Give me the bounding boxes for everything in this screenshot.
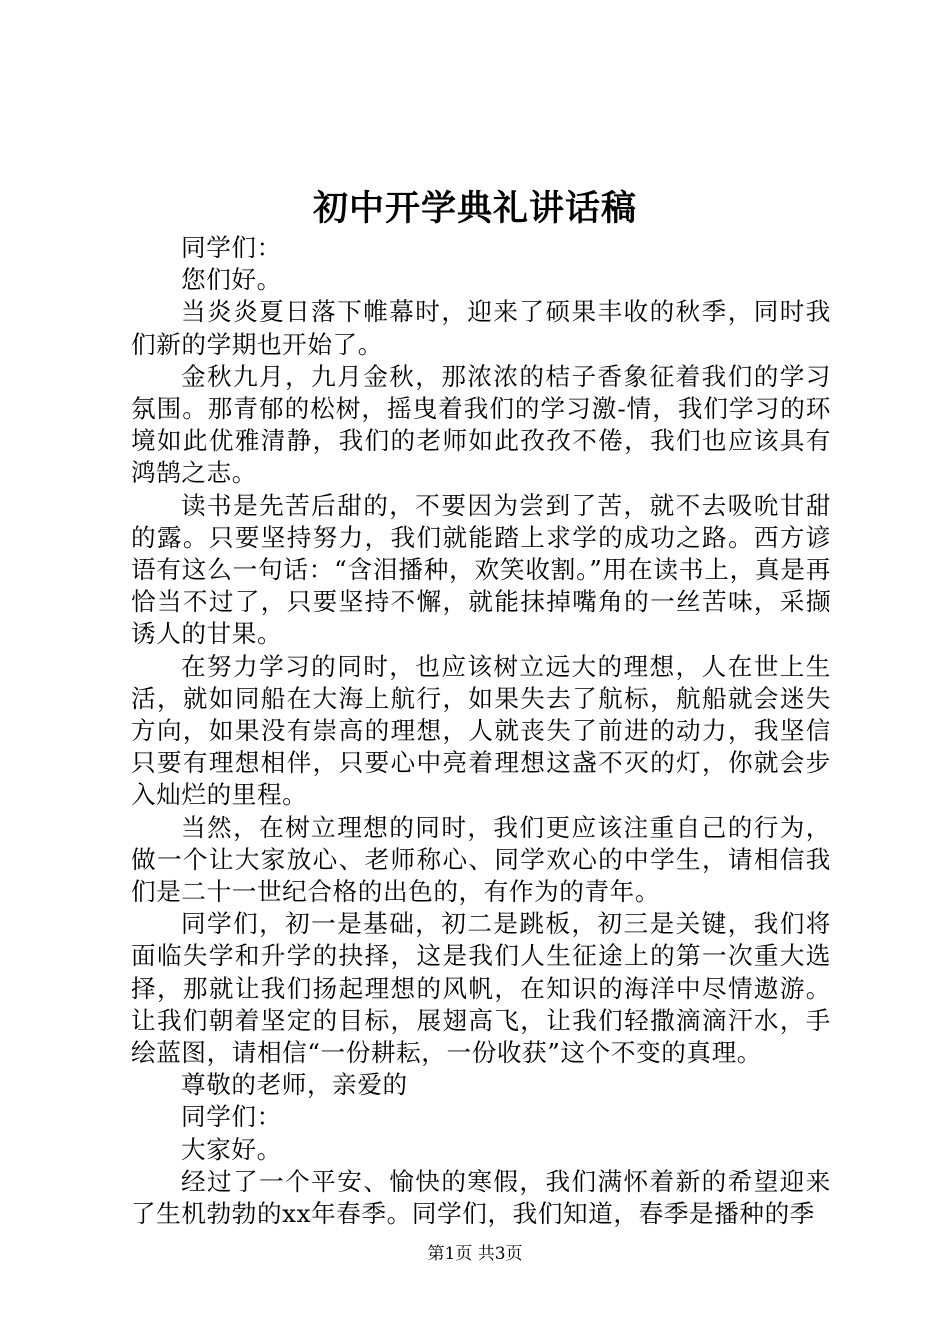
- paragraph: 同学们，初一是基础，初二是跳板，初三是关键，我们将面临失学和升学的抉择，这是我们人生征途上的第一次重大选择，那就让我们扬起理想的风帆，在知识的海洋中尽情遨游。让我们朝着坚定的目标，展翅高飞，让我们轻撒滴滴汗水，手绘蓝图，请相信“一份耕耘，一份收获”这个不变的真理。: [131, 909, 831, 1068]
- paragraph: 当炎炎夏日落下帷幕时，迎来了硕果丰收的秋季，同时我们新的学期也开始了。: [131, 297, 831, 359]
- paragraph: 同学们：: [181, 1102, 282, 1132]
- paragraph: 经过了一个平安、愉快的寒假，我们满怀着新的希望迎来了生机勃勃的xx年春季。同学们，我们知道，春季是播种的季: [131, 1166, 831, 1229]
- paragraph: 金秋九月，九月金秋，那浓浓的桔子香象征着我们的学习氛围。那青郁的松树，摇曳着我们的学习激-情，我们学习的环境如此优雅清静，我们的老师如此孜孜不倦，我们也应该具有鸿鹄之志。: [131, 361, 831, 488]
- paragraph: 读书是先苦后甜的，不要因为尝到了苦，就不去吸吮甘甜的露。只要坚持努力，我们就能踏上求学的成功之路。西方谚语有这么一句话：“含泪播种，欢笑收割。”用在读书上，真是再恰当不过了，只要坚持不懈，就能抹掉嘴角的一丝苦味，采撷诱人的甘果。: [131, 490, 831, 649]
- paragraph: 在努力学习的同时，也应该树立远大的理想，人在世上生活，就如同船在大海上航行，如果失去了航标，航船就会迷失方向，如果没有崇高的理想，人就丧失了前进的动力，我坚信只要有理想相伴，只要心中亮着理想这盏不灭的灯，你就会步入灿烂的里程。: [131, 651, 831, 810]
- paragraph: 您们好。: [181, 265, 282, 295]
- paragraph: 尊敬的老师，亲爱的: [181, 1070, 408, 1100]
- paragraph: 当然，在树立理想的同时，我们更应该注重自己的行为，做一个让大家放心、老师称心、同学欢心的中学生，请相信我们是二十一世纪合格的出色的，有作为的青年。: [131, 812, 831, 907]
- page-number-footer: 第1页 共3页: [427, 1244, 523, 1264]
- paragraph: 大家好。: [181, 1134, 282, 1164]
- document-body: [131, 232, 831, 1230]
- paragraph: 同学们：: [181, 233, 282, 262]
- document-title: 初中开学典礼讲话稿: [312, 188, 637, 229]
